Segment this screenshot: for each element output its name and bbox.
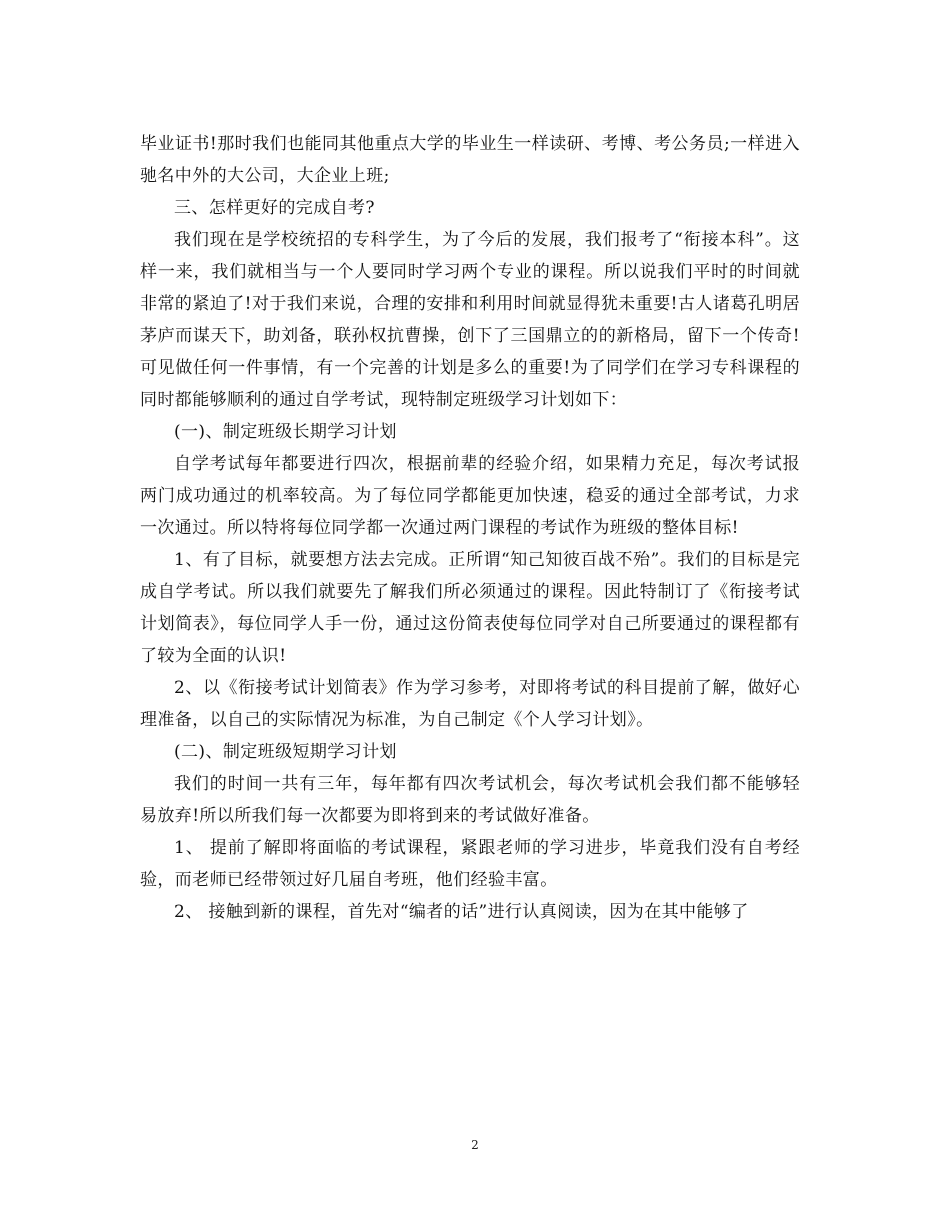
section-heading-3: 三、怎样更好的完成自考? — [174, 198, 375, 218]
list-item-short-2: 2、 接触到新的课程，首先对“编者的话”进行认真阅读，因为在其中能够了 — [174, 902, 749, 922]
paragraph-long-term-goal: 自学考试每年都要进行四次，根据前辈的经验介绍，如果精力充足，每次考试报两门成功通过的机率较高。为了每位同学都能更加快速，稳妥的通过全部考试，力求一次通过。所以特将每位同学都一次通过两门课程的考试作为班级的整体目标! — [140, 454, 800, 538]
list-item-2: 2、以《衔接考试计划简表》作为学习参考，对即将考试的科目提前了解，做好心理准备，以自己的实际情况为标准，为自己制定《个人学习计划》。 — [140, 678, 800, 730]
paragraph-1: 毕业证书!那时我们也能同其他重点大学的毕业生一样读研、考博、考公务员;一样进入驰名中外的大公司，大企业上班; — [140, 134, 800, 186]
list-item-1: 1、有了目标，就要想方法去完成。正所谓“知己知彼百战不殆”。我们的目标是完成自学考试。所以我们就要先了解我们所必须通过的课程。因此特制订了《衔接考试计划简表》，每位同学人手一份，通过这份简表使每位同学对自己所要通过的课程都有了较为全面的认识! — [140, 550, 800, 666]
subheading-long-term-plan: (一)、制定班级长期学习计划 — [174, 422, 397, 442]
page-number: 2 — [471, 1138, 479, 1152]
paragraph-short-term: 我们的时间一共有三年，每年都有四次考试机会，每次考试机会我们都不能够轻易放弃!所以所我们每一次都要为即将到来的考试做好准备。 — [140, 774, 800, 826]
list-item-short-1: 1、 提前了解即将面临的考试课程，紧跟老师的学习进步，毕竟我们没有自考经验，而老师已经带领过好几届自考班，他们经验丰富。 — [140, 838, 800, 890]
document-body — [140, 128, 800, 928]
paragraph-intro: 我们现在是学校统招的专科学生，为了今后的发展，我们报考了“衔接本科”。这样一来，我们就相当与一个人要同时学习两个专业的课程。所以说我们平时的时间就非常的紧迫了!对于我们来说，合理的安排和利用时间就显得犹未重要!古人诸葛孔明居茅庐而谋天下，助刘备，联孙权抗曹操，创下了三国鼎立的的新格局，留下一个传奇!可见做任何一件事情，有一个完善的计划是多么的重要!为了同学们在学习专科课程的同时都能够顺利的通过自学考试，现特制定班级学习计划如下： — [140, 230, 800, 410]
subheading-short-term-plan: (二)、制定班级短期学习计划 — [174, 742, 397, 762]
